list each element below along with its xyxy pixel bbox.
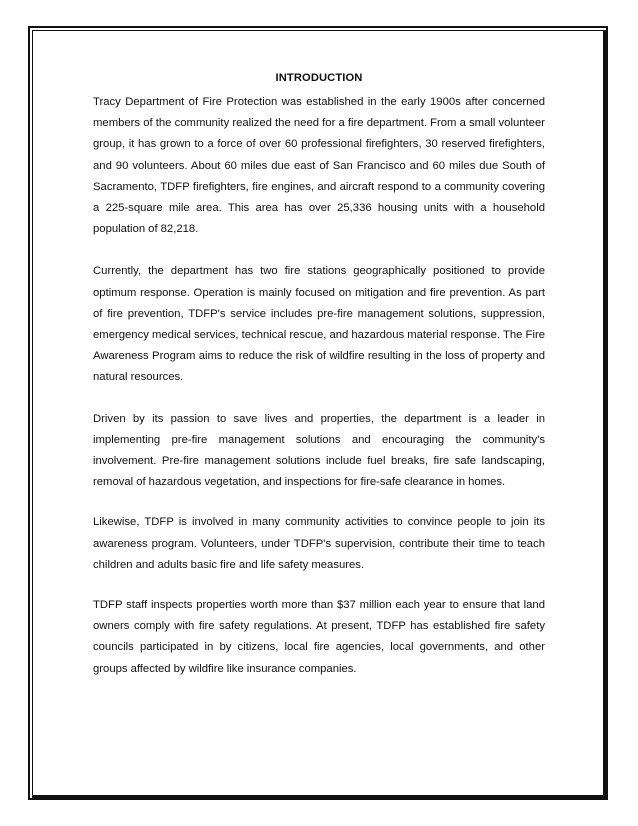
paragraph-community-activities: Likewise, TDFP is involved in many community activities to convince people to join its awareness program. Volunteers, under TDFP's supervision, contribute their time to teach children and adults basic fire and life safety measures.: [93, 516, 545, 571]
page-title: INTRODUCTION: [275, 72, 363, 84]
document-body: [93, 66, 545, 702]
paragraph-inspections: TDFP staff inspects properties worth more than $37 million each year to ensure that land owners comply with fire safety regulations. At present, TDFP has established fire safety councils participated in by citizens, local fire agencies, local governments, and other groups affected by wildfire like insurance companies.: [93, 599, 545, 675]
paragraph-history: Tracy Department of Fire Protection was established in the early 1900s after concerned members of the community realized the need for a fire department. From a small volunteer group, it has grown to a force of over 60 professional firefighters, 30 reserved firefighters, and 90 volunteers. About 60 miles due east of San Francisco and 60 miles due South of Sacramento, TDFP firefighters, fire engines, and aircraft respond to a community covering a 225-square mile area. This area has over 25,336 housing units with a household population of 82,218.: [93, 96, 545, 236]
paragraph-operations: Currently, the department has two fire stations geographically positioned to provide optimum response. Operation is mainly focused on mitigation and fire prevention. As part of fire prevention, TDFP's service includes pre-fire management solutions, suppression, emergency medical services, technical rescue, and hazardous material response. The Fire Awareness Program aims to reduce the risk of wildfire resulting in the loss of property and natural resources.: [93, 265, 545, 384]
paragraph-prefire-management: Driven by its passion to save lives and properties, the department is a leader in implementing pre-fire management solutions and encouraging the community's involvement. Pre-fire management solutions include fuel breaks, fire safe landscaping, removal of hazardous vegetation, and inspections for fire-safe clearance in homes.: [93, 412, 545, 489]
